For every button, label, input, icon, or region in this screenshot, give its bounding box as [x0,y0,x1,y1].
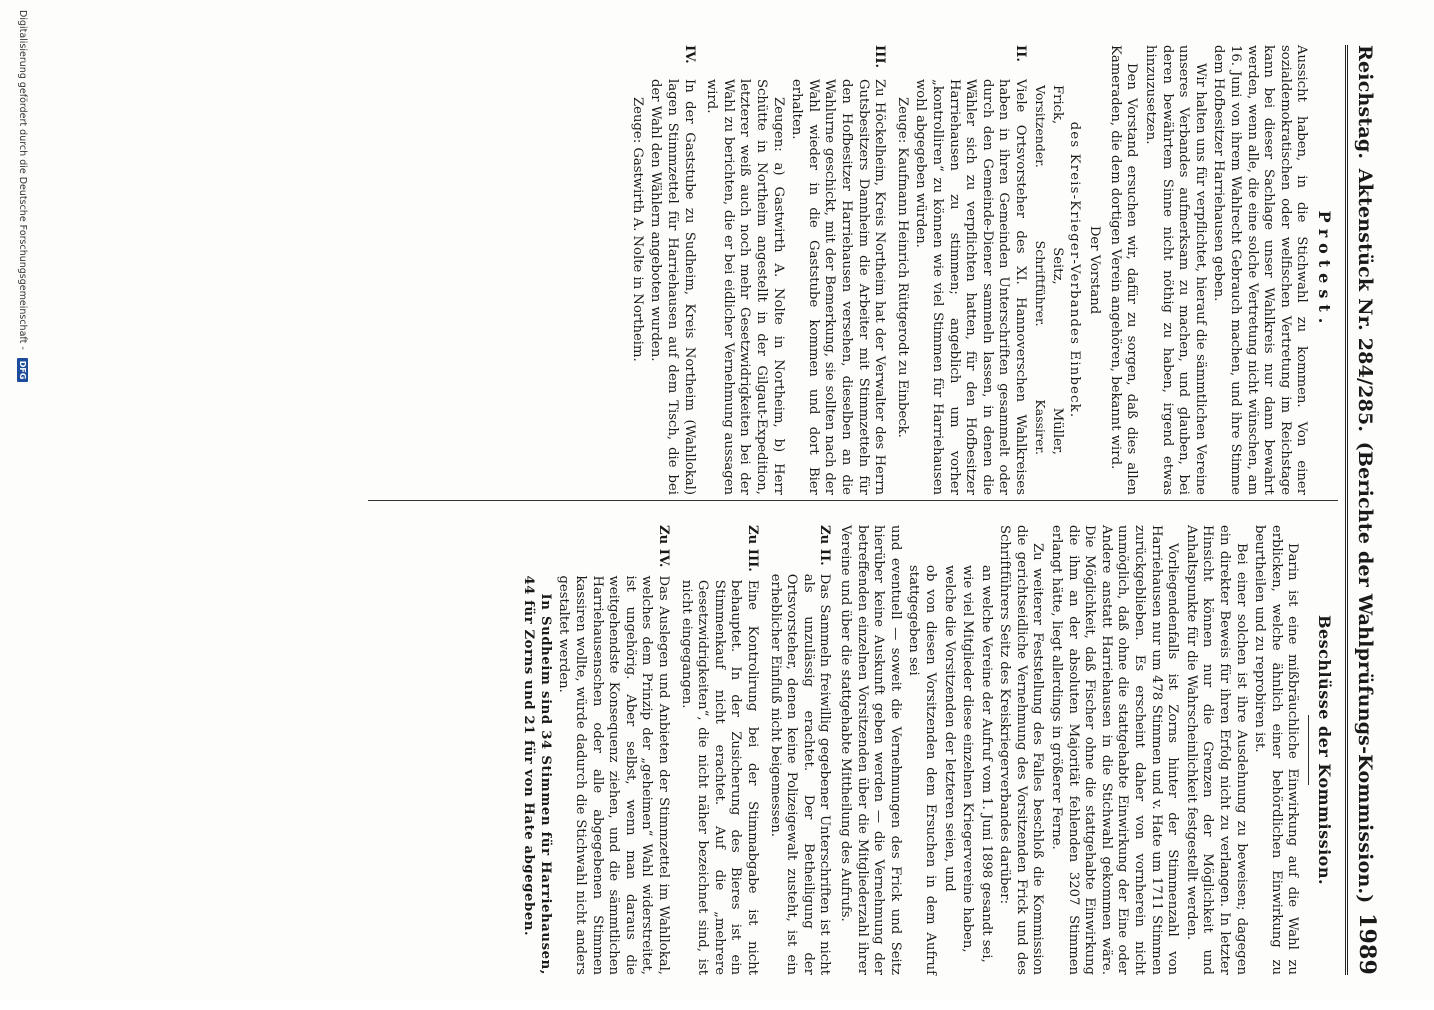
decision-paragraph-3: Vorliegendenfalls ist Zorns hinter der Stimmenzahl von Harriehausen nur um 478 Stimmen und v. Hate um 1711 Stimmen zurückgeblieben. Es erscheint daher von vornherein nicht unmöglich, daß ohne die stattgehabte Einwirkung der Eine oder Andere anstatt Harriehausen in die Stichwahl gekommen wäre. Die Möglichkeit, daß Fischer ohne die stattgehabte Einwirkung die ihm an der absoluten Majorität fehlenden 3207 Stimmen erlangt hätte, liegt allerdings in größerer Ferne. [1049,525,1181,975]
signature-role: Kassirer. [1033,399,1049,455]
signature-line-1: Der Vorstand [1087,225,1103,315]
commission-title: Beschlüsse der Kommission. [1315,614,1334,886]
decision-paragraph-4: Zu weiterer Feststellung des Falles beschloß die Kommission die gerichtseidliche Vernehmung des Vorsitzenden Frick und des Schriftführers Seitz des Kreiskriegerverbandes darüber: [997,525,1046,975]
left-column [144,45,1334,495]
item-text: Zu Höckelheim, Kreis Northeim hat der Verwalter des Herrn Gutsbesitzers Dannheim die Arbeiter mit Stimmzetteln für den Hofbesitzer Harriehausen versehen, dieselben an die Wahlurne geschickt, mit der Bemerkung, sie sollten nach der Wahl wieder in die Gaststube kommen und dort Bier erhalten. [789,79,888,495]
signature-roles [1032,45,1049,495]
running-header [1354,45,1404,975]
inquiry-list [905,525,994,975]
decision-paragraph-1: Darin ist eine mißbräuchliche Einwirkung auf die Wahl zu erblicken, welche ähnlich einer behördlichen Einwirkung zu beurtheilen und zu reprobiren ist. [1252,525,1301,975]
protest-item [626,45,696,495]
dfg-logo: DFG [18,358,29,383]
signature-block [1032,45,1102,495]
item-number: Zu III. [745,525,760,572]
item-number: IV. [681,45,697,64]
item-witness: Zeuge: Kaufmann Heinrich Rüttgerodt zu Einbeck. [894,97,910,438]
signature-role: Schriftführer. [1033,240,1049,327]
header-rule [1345,45,1348,975]
title-rule [1308,715,1309,785]
decision-item [518,525,671,975]
item-witness: Zeugen: a) Gastwirth A. Nolte in Northeim, b) Herr Schütte in Northeim angestellt in der Gilgaut-Expedition, letzterer weiß auch noch mehr Gesetzwidrigkeiten bei der Wahl zu berichten, die er bei eidlicher Vernehmung aussagen wird. [704,79,786,495]
decision-item [764,525,832,975]
signature-line-2: des Kreis-Krieger-Verbandes Einbeck. [1066,121,1082,419]
signature-name: Seitz, [1050,247,1066,285]
protest-item [701,45,888,495]
right-column [144,525,1334,975]
list-item: an welche Vereine der Aufruf vom 1. Juni 1898 gesandt sei, [978,565,994,963]
column-divider [368,500,1338,501]
protest-title: Protest. [1315,210,1334,330]
vote-tally: In Sudheim sind 34 Stimmen für Harriehausen, 44 für Zorns und 21 für von Hate abgegeben. [521,575,553,975]
page-number: 1989 [1354,912,1380,975]
header-left: Reichstag. [1354,45,1376,160]
item-number: Zu II. [817,525,833,566]
decision-paragraph-2: Bei einer solchen ist ihre Ausdehnung zu beweisen; dagegen ein direkter Beweis für ihren Erfolg nicht zu verlangen. In letzter Hinsicht können nur die Grenzen der Möglichkeit und Anhaltspunkte für die Wahrscheinlichkeit festgestellt werden. [1183,525,1249,975]
footer-text: Digitalisierung gefördert durch die Deutsche Forschungsgemeinschaft - [17,10,29,350]
item-text: Viele Ortsvorsteher des XI. Hannoverschen Wahlkreises haben in ihren Gemeinden Unterschriften gesammelt oder durch den Gemeinde-Diener sammeln lassen, in denen die Wähler sich zu verpflichten hatten, für den Hofbesitzer Harriehausen zu stimmen; angeblich um vorher „kontrolliren“ zu können wie viel Stimmen für Harriehausen wohl abgegeben würden. [913,79,1028,495]
protest-paragraph-3: Den Vorstand ersuchen wir, dafür zu sorgen, daß dies allen Kameraden, die dem dortigen Verein angehören, bekannt wird. [1107,45,1140,495]
item-text: Das Auslegen und Anbieten der Stimmzettel im Wahllokal, welches dem Prinzip der „geheimen“ Wahl widerstreitet, ist ungehörig. Aber selbst, wenn man daraus die weitgehendste Konsequenz ziehen, und die sämmtlichen Harriehausenschen oder alle abgegebenen Stimmen kassiren wollte, würde dadurch die Stichwahl nicht anders gestaltet werden. [556,575,672,975]
header-caption: (Berichte der Wahlprüfungs-Kommission.) [1354,441,1376,904]
signature-name: Frick, [1050,85,1066,125]
list-item: welche die Vorsitzenden der letzteren seien, und [941,565,957,892]
protest-intro: Aussicht haben, in die Stichwahl zu kommen. Von einer sozialdemokratischen oder welfischen Vertretung im Reichstage kann bei dieser Sachlage unser Wahlkreis nur dann bewahrt werden, wenn alle, die eine solche Vertretung nicht wünschen, am 16. Juni von ihrem Wahlrecht Gebrauch machen, und ihre Stimme dem Hofbesitzer Harriehausen geben. [1211,45,1310,495]
protest-paragraph-2: Wir halten uns für verpflichtet, hierauf die sämmtlichen Vereine unseres Verbandes aufmerksam zu machen, und glauben, bei deren bewährtem Sinne nicht nöthig zu haben, irgend etwas hinzuzusetzen. [1143,45,1208,495]
item-number: Zu IV. [656,525,672,568]
protest-item [891,45,1028,495]
decision-item [675,525,760,975]
item-text: Eine Kontrolirung bei der Stimmabgabe ist nicht behauptet. In der Zusicherung des Bieres ist ein Stimmenkauf nicht erachtet. Auf die „mehrere Gesetzwidrigkeiten“, die nicht näher bezeichnet sind, ist nicht eingegangen. [678,579,760,975]
decision-paragraph-5: und eventuell — soweit die Vernehmungen des Frick und Seitz hierüber keine Auskunft geben werden — die Vernehmung der betreffenden einzelnen Vorsitzenden über die Mitgliederzahl ihrer Vereine und über die stattgehabte Mittheilung des Aufrufs. [837,525,903,975]
header-center: Aktenstück Nr. 284/285. [1354,168,1376,433]
signature-name: Müller, [1050,407,1066,455]
list-item: wie viel Mitglieder diese einzelnen Kriegervereine haben, [960,565,976,953]
list-item: ob von diesen Vorsitzenden dem Ersuchen in dem Aufruf stattgegeben sei [906,565,938,975]
signature-role: Vorsitzender. [1033,85,1049,168]
signature-names [1049,45,1066,495]
item-number: III. [872,45,888,69]
item-witness: Zeuge: Gastwirth A. Nolte in Northeim. [629,97,645,362]
item-text: In der Gaststube zu Sudheim, Kreis Northeim (Wahllokal) lagen Stimmzettel für Harriehausen auf dem Tisch, die bei der Wahl den Wählern angeboten wurden. [648,79,697,495]
item-number: II. [1012,45,1028,62]
digitization-footer [12,0,34,1010]
item-text: Das Sammeln freiwillig gegebener Unterschriften ist nicht als unzulässig erachtet. Der Betheiligung der Ortsvorsteher, denen keine Polizeigewalt zusteht, ist ein erheblicher Einfluß nicht beigemessen. [767,573,833,975]
